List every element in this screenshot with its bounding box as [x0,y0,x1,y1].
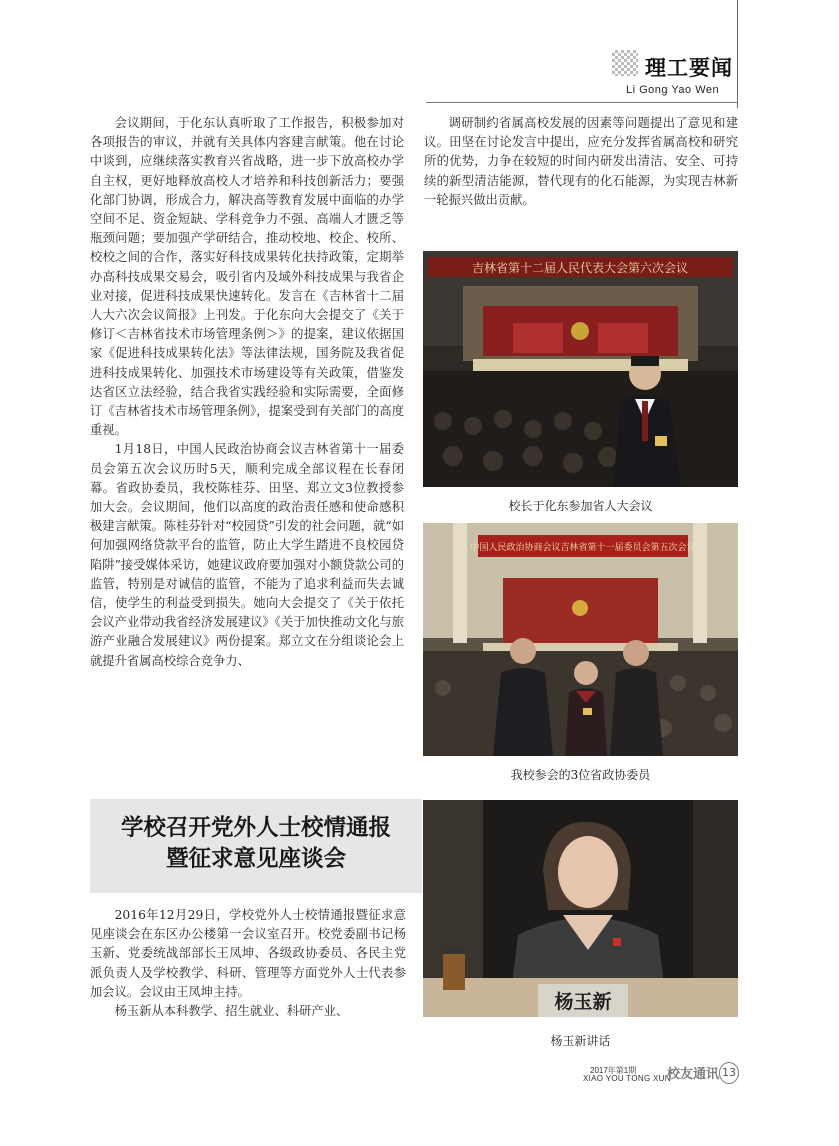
nameplate-text: 杨玉新 [554,991,612,1013]
headline-line-1: 学校召开党外人士校情通报 [120,815,391,841]
paragraph: 2016年12月29日，学校党外人士校情通报暨征求意见座谈会在东区办公楼第一会议室召开。校党委副书记杨玉新、党委统战部部长王凤坤、各级政协委员、各民主党派负责人及学校教学、科研、管理等方面党外人士代表参加会议。会议由王凤坤主持。 [90,908,406,999]
footer-pinyin: XIAO YOU TONG XUN [583,1074,671,1083]
photo-npc-meeting [423,251,738,487]
header-vertical-rule [737,0,738,108]
section-title: 理工要闻 [645,56,733,80]
paragraph: 杨玉新从本科教学、招生就业、科研产业、 [114,1004,349,1019]
photo-yang-yuxin [423,800,738,1017]
photo1-caption: 校长于化东参加省人大会议 [508,499,653,513]
headline-line-2: 暨征求意见座谈会 [165,846,346,872]
section-pattern-icon [612,50,638,76]
footer-issue: 2017年第1期 [590,1066,637,1075]
photo-cppcc-meeting [423,523,738,756]
paragraph: 会议期间，于化东认真听取了工作报告，积极参加对各项报告的审议，并就有关具体内容建言献策。他在讨论中谈到，应继续落实教育兴省战略，进一步下放高校办学自主权，更好地释放高校人才培养和科技创新活力；要强化部门协调，形成合力，解决高等教育发展中面临的办学空间不足、资金短缺、学科竞争力不强、高端人才匮乏等瓶颈问题；要加强产学研结合，推动校地、校企、校所、校校之间的合作，落实好科技成果转化扶持政策，定期举办高科技成果交易会，吸引省内及域外科技成果与我省企业对接，促进科技成果快速转化。发言在《吉林省十二届人大六次会议简报》上刊发。于化东向大会提交了《关于修订＜吉林省技术市场管理条例＞》的提案，建议依据国家《促进科技成果转化法》等法律法规，国务院及我省促进科技成果转化、加强技术市场建设等有关政策，借鉴发达省区立法经验，结合我省实践经验和实际需要，全面修订《吉林省技术市场管理条例》，提案受到有关部门的高度重视。 [90,116,404,438]
article-headline [90,813,422,875]
section-subtitle: Li Gong Yao Wen [626,84,720,96]
paragraph: 1月18日，中国人民政治协商会议吉林省第十一届委员会第五次会议历时5天，顺利完成全部议程在长春闭幕。省政协委员，我校陈桂芬、田坚、郑立文3位教授参加大会。会议期间，他们以高度的政治责任感和使命感积极建言献策。陈桂芬针对“校园贷”引发的社会问题，就“如何加强网络贷款平台的监管，防止大学生踏进不良校园贷陷阱”接受媒体采访，她建议政府要加强对小额贷款公司的监管，特别是对诚信的监管，不能为了追求利益而失去诚信，使学生的利益受到损失。她向大会提交了《关于依托会议产业带动我省经济发展建议》《关于加快推动文化与旅游产业融合发展建议》两份提案。郑立文在分组谈论会上就提升省属高校综合竞争力、 [90,442,404,668]
left-column [90,114,404,671]
page-number: 13 [719,1062,739,1084]
photo3-caption: 杨玉新讲话 [550,1034,611,1048]
footer-brand: 校友通讯 [667,1067,720,1082]
right-column [424,114,738,210]
header-divider [426,102,738,103]
paragraph: 调研制约省属高校发展的因素等问题提出了意见和建议。田坚在讨论发言中提出，应充分发挥省属高校和研究所的优势，力争在较短的时间内研发出清洁、安全、可持续的新型清洁能源，替代现有的化石能源，为实现吉林新一轮振兴做出贡献。 [424,116,738,207]
photo2-caption: 我校参会的3位省政协委员 [510,768,651,782]
article2-body [90,906,406,1021]
photo2-banner: 中国人民政治协商会议吉林省第十一届委员会第五次会议 [470,543,696,553]
photo1-banner: 吉林省第十二届人民代表大会第六次会议 [471,261,689,275]
